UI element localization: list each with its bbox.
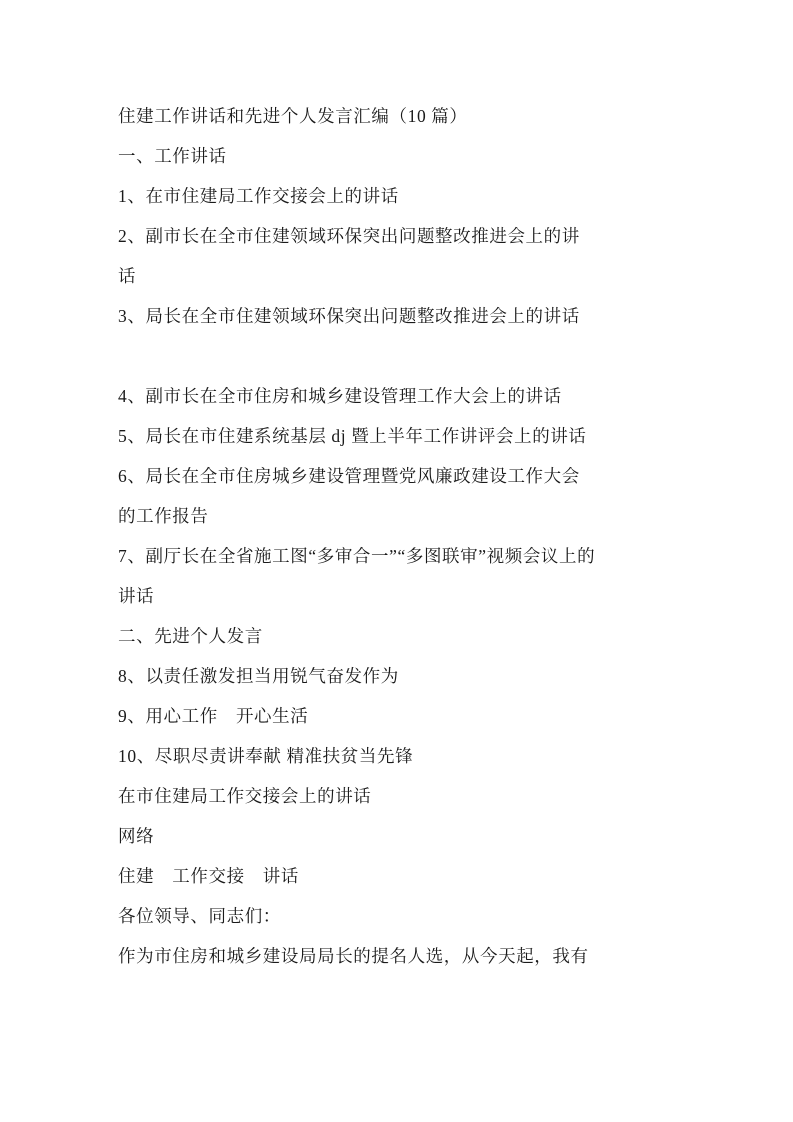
document-line: 一、工作讲话 <box>118 146 227 166</box>
document-line: 的工作报告 <box>118 506 209 526</box>
document-line-blank <box>118 336 684 376</box>
document-line: 2、副市长在全市住建领域环保突出问题整改推进会上的讲 <box>118 226 580 246</box>
document-body <box>118 96 684 976</box>
document-line: 5、局长在市住建系统基层 dj 暨上半年工作讲评会上的讲话 <box>118 426 587 446</box>
document-line: 8、以责任激发担当用锐气奋发作为 <box>118 666 399 686</box>
document-line: 二、先进个人发言 <box>118 626 263 646</box>
document-line: 网络 <box>118 826 155 846</box>
document-line: 10、尽职尽责讲奉献 精准扶贫当先锋 <box>118 746 414 766</box>
document-line: 4、副市长在全市住房和城乡建设管理工作大会上的讲话 <box>118 386 562 406</box>
document-line: 在市住建局工作交接会上的讲话 <box>118 786 372 806</box>
document-line: 住建工作讲话和先进个人发言汇编（10 篇） <box>118 106 468 126</box>
document-line: 话 <box>118 266 137 286</box>
document-line: 9、用心工作 开心生活 <box>118 706 309 726</box>
document-line: 住建 工作交接 讲话 <box>118 866 299 886</box>
document-line: 1、在市住建局工作交接会上的讲话 <box>118 186 399 206</box>
document-line: 6、局长在全市住房城乡建设管理暨党风廉政建设工作大会 <box>118 466 580 486</box>
document-line: 各位领导、同志们： <box>118 906 281 926</box>
document-line: 讲话 <box>118 586 155 606</box>
document-line: 作为市住房和城乡建设局局长的提名人选，从今天起，我有 <box>118 946 589 966</box>
document-line: 7、副厅长在全省施工图“多审合一”“多图联审”视频会议上的 <box>118 546 596 566</box>
document-line: 3、局长在全市住建领域环保突出问题整改推进会上的讲话 <box>118 306 580 326</box>
